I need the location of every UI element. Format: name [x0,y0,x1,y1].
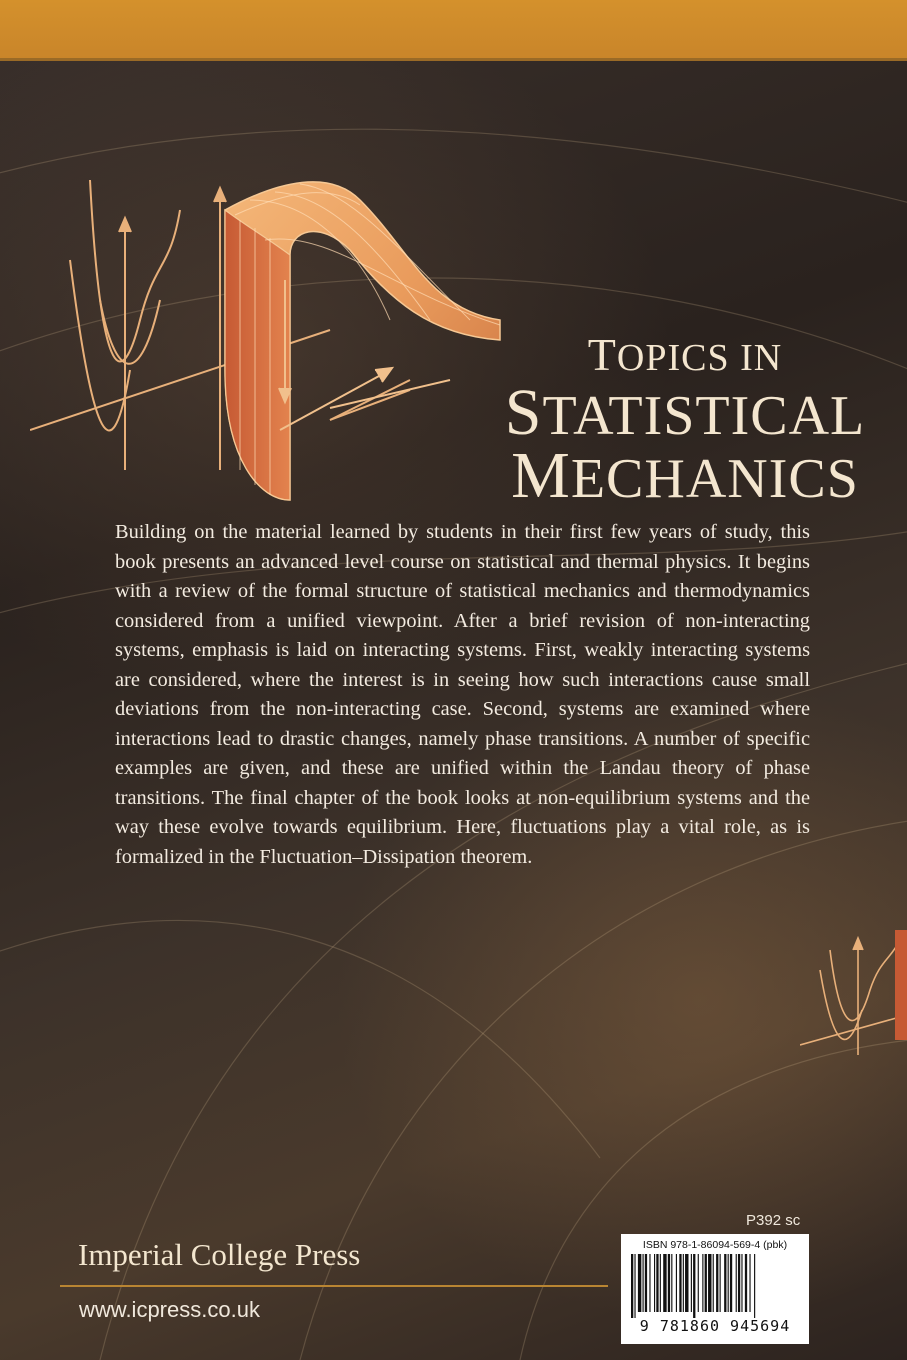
barcode-digits: 9 781860 945694 [639,1317,791,1335]
title-line-statistical: STATISTICAL [504,376,866,449]
title-line-topics-in: TOPICS IN [587,329,783,380]
book-description: Building on the material learned by students in their first few years of study, this book presents an advanced level course on statistical and thermal physics. It begins with a review of the formal structure of statistical mechanics and thermodynamics considered from a unified viewpoint. After a brief revision of non-interacting systems, emphasis is laid on interacting systems. First, weakly interacting systems are considered, where the interest is in seeing how such interactions cause small deviations from the non-interacting case. Second, systems are examined where interactions lead to drastic changes, namely phase transitions. A number of specific examples are given, and these are unified within the Landau theory of phase transitions. The final chapter of the book looks at non-equilibrium systems and the way these evolve towards equilibrium. Here, fluctuations play a vital role, as is formalized in the Fluctuation–Dissipation theorem. [115,521,810,868]
top-color-band [0,0,907,58]
publisher-website: www.icpress.co.uk [79,1297,260,1322]
barcode-bars [627,1254,803,1318]
title-line-mechanics: MECHANICS [511,439,859,512]
small-corner-illustration [800,930,907,1060]
isbn-barcode [621,1234,809,1344]
book-title [490,329,880,512]
product-code: P392 sc [746,1212,801,1229]
phase-transition-illustration [30,170,510,510]
footer-divider [60,1285,608,1287]
publisher-name: Imperial College Press [78,1237,361,1272]
isbn-label: ISBN 978-1-86094-569-4 (pbk) [642,1239,788,1251]
